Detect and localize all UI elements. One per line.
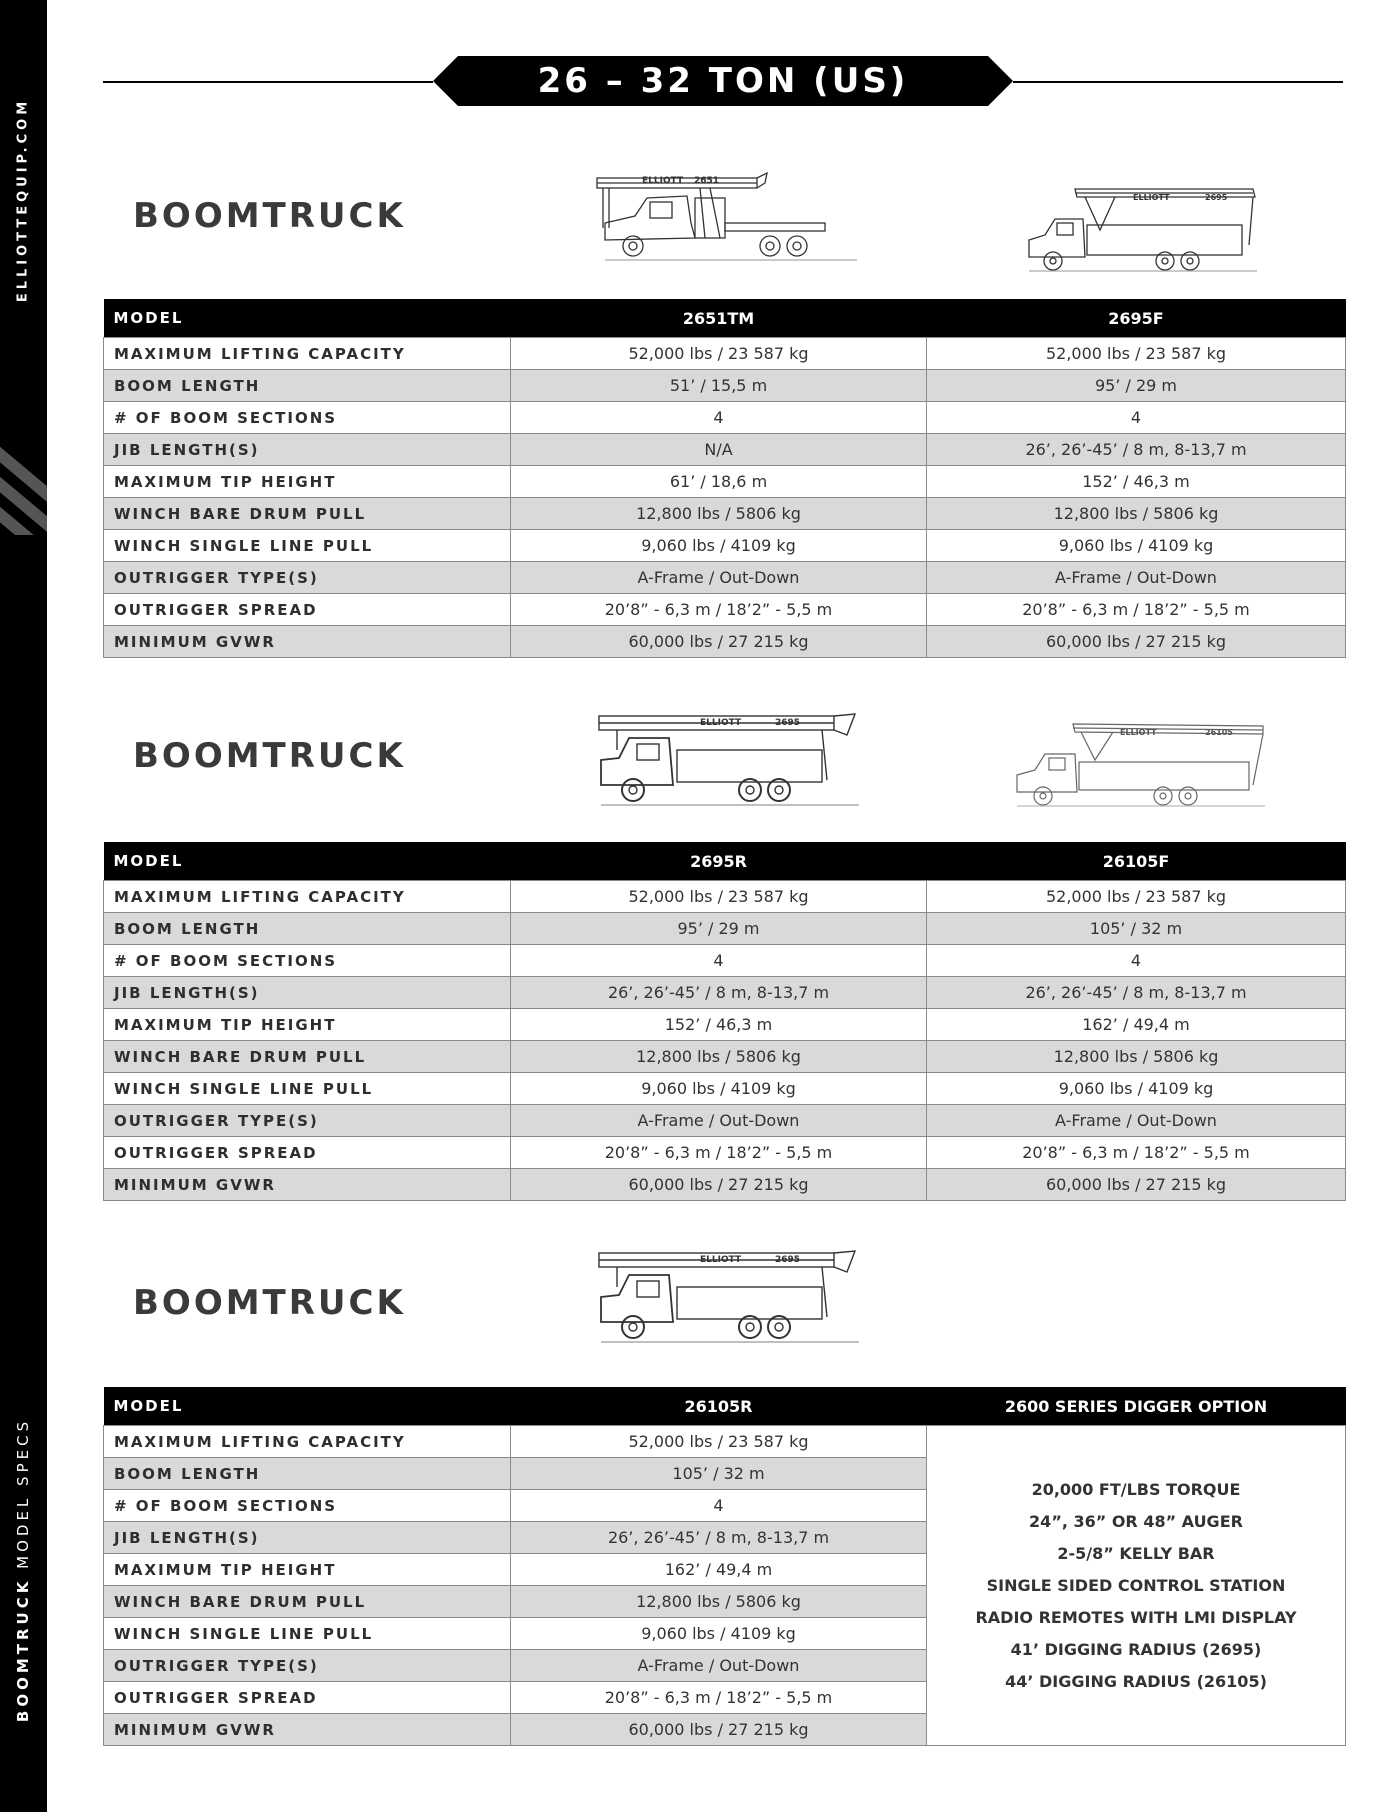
truck-2695r-brand: ELLIOTT xyxy=(700,718,742,728)
row-label: MAXIMUM LIFTING CAPACITY xyxy=(104,338,511,370)
table-row xyxy=(104,1073,1346,1105)
section-label-rest: MODEL SPECS xyxy=(14,1417,32,1569)
table-row xyxy=(104,1041,1346,1073)
spec-value: 4 xyxy=(511,945,927,977)
table-row xyxy=(104,945,1346,977)
row-label: MINIMUM GVWR xyxy=(104,1714,511,1746)
spec-value: 60,000 lbs / 27 215 kg xyxy=(927,626,1346,658)
row-label: OUTRIGGER SPREAD xyxy=(104,1682,511,1714)
row-label: WINCH SINGLE LINE PULL xyxy=(104,1618,511,1650)
spec-value: 4 xyxy=(927,945,1346,977)
spec-value: 20’8” - 6,3 m / 18’2” - 5,5 m xyxy=(511,594,927,626)
spec-value: 9,060 lbs / 4109 kg xyxy=(511,1073,927,1105)
spec-value: 12,800 lbs / 5806 kg xyxy=(927,498,1346,530)
spec-value: 26’, 26’-45’ / 8 m, 8-13,7 m xyxy=(511,977,927,1009)
spec-value: 26’, 26’-45’ / 8 m, 8-13,7 m xyxy=(927,977,1346,1009)
spec-value: A-Frame / Out-Down xyxy=(927,562,1346,594)
row-label: JIB LENGTH(S) xyxy=(104,434,511,466)
truck-2695f-brand: ELLIOTT xyxy=(1133,193,1170,202)
spec-value: 12,800 lbs / 5806 kg xyxy=(511,1586,927,1618)
truck-2651-drawing xyxy=(595,168,860,268)
digger-option-line: 2-5/8” KELLY BAR xyxy=(1057,1543,1215,1563)
digger-option-title: 2600 SERIES DIGGER OPTION xyxy=(927,1387,1346,1426)
spec-value: 26’, 26’-45’ / 8 m, 8-13,7 m xyxy=(927,434,1346,466)
spec-value: 52,000 lbs / 23 587 kg xyxy=(511,338,927,370)
row-label: BOOM LENGTH xyxy=(104,370,511,402)
truck-26105r-brand: ELLIOTT xyxy=(700,1255,742,1265)
truck-2695f-model: 2695 xyxy=(1205,193,1228,202)
table-row xyxy=(104,1105,1346,1137)
spec-value: 105’ / 32 m xyxy=(511,1458,927,1490)
spec-value: 52,000 lbs / 23 587 kg xyxy=(511,1426,927,1458)
site-url: ELLIOTTEQUIP.COM xyxy=(15,97,31,303)
spec-value: 60,000 lbs / 27 215 kg xyxy=(511,626,927,658)
row-label: OUTRIGGER TYPE(S) xyxy=(104,562,511,594)
table-row xyxy=(104,466,1346,498)
spec-value: 4 xyxy=(511,402,927,434)
digger-option-line: RADIO REMOTES WITH LMI DISPLAY xyxy=(975,1607,1297,1627)
table-row xyxy=(104,1009,1346,1041)
header-banner xyxy=(433,56,1013,106)
row-label: JIB LENGTH(S) xyxy=(104,1522,511,1554)
spec-value: 26’, 26’-45’ / 8 m, 8-13,7 m xyxy=(511,1522,927,1554)
row-label: OUTRIGGER TYPE(S) xyxy=(104,1105,511,1137)
digger-option-line: 24”, 36” OR 48” AUGER xyxy=(1029,1511,1243,1531)
sidebar-stripes xyxy=(0,405,47,535)
spec-value: 12,800 lbs / 5806 kg xyxy=(511,498,927,530)
spec-value: 60,000 lbs / 27 215 kg xyxy=(511,1714,927,1746)
digger-option-line: 44’ DIGGING RADIUS (26105) xyxy=(1005,1671,1267,1691)
section-2-title: BOOMTRUCK xyxy=(133,736,406,776)
header-rule-left xyxy=(103,81,433,83)
spec-value: 95’ / 29 m xyxy=(511,913,927,945)
row-label: MAXIMUM TIP HEIGHT xyxy=(104,1009,511,1041)
table-row xyxy=(104,434,1346,466)
spec-value: 51’ / 15,5 m xyxy=(511,370,927,402)
table-row xyxy=(104,1169,1346,1201)
spec-value: 162’ / 49,4 m xyxy=(927,1009,1346,1041)
spec-value: 9,060 lbs / 4109 kg xyxy=(511,530,927,562)
spec-value: 162’ / 49,4 m xyxy=(511,1554,927,1586)
spec-value: 12,800 lbs / 5806 kg xyxy=(511,1041,927,1073)
section-label-bold: BOOMTRUCK xyxy=(14,1577,32,1723)
row-label: MAXIMUM TIP HEIGHT xyxy=(104,1554,511,1586)
spec-value: 4 xyxy=(927,402,1346,434)
spec-value: 52,000 lbs / 23 587 kg xyxy=(511,881,927,913)
spec-value: 52,000 lbs / 23 587 kg xyxy=(927,338,1346,370)
table-row xyxy=(104,1137,1346,1169)
header-rule-right xyxy=(1013,81,1343,83)
section-label xyxy=(14,1418,32,1722)
section-1-title: BOOMTRUCK xyxy=(133,196,406,236)
row-label: WINCH BARE DRUM PULL xyxy=(104,498,511,530)
row-label: BOOM LENGTH xyxy=(104,913,511,945)
spec-value: 52,000 lbs / 23 587 kg xyxy=(927,881,1346,913)
row-label: MINIMUM GVWR xyxy=(104,626,511,658)
spec-value: 95’ / 29 m xyxy=(927,370,1346,402)
spec-value: 61’ / 18,6 m xyxy=(511,466,927,498)
truck-26105f-brand: ELLIOTT xyxy=(1120,728,1157,737)
model-header: MODEL xyxy=(104,299,511,338)
digger-option-line: 20,000 FT/LBS TORQUE xyxy=(1031,1479,1241,1499)
digger-option-line: SINGLE SIDED CONTROL STATION xyxy=(986,1575,1286,1595)
spec-value: 9,060 lbs / 4109 kg xyxy=(511,1618,927,1650)
table-row xyxy=(104,370,1346,402)
row-label: MAXIMUM TIP HEIGHT xyxy=(104,466,511,498)
row-label: # OF BOOM SECTIONS xyxy=(104,945,511,977)
spec-value: 152’ / 46,3 m xyxy=(927,466,1346,498)
sidebar xyxy=(0,0,47,1812)
spec-value: A-Frame / Out-Down xyxy=(511,1650,927,1682)
row-label: WINCH BARE DRUM PULL xyxy=(104,1041,511,1073)
model-name: 2695R xyxy=(511,842,927,881)
spec-value: A-Frame / Out-Down xyxy=(927,1105,1346,1137)
truck-26105r-model: 2695 xyxy=(775,1255,801,1265)
spec-value: 20’8” - 6,3 m / 18’2” - 5,5 m xyxy=(927,1137,1346,1169)
table-header-row xyxy=(104,1387,1346,1426)
row-label: OUTRIGGER SPREAD xyxy=(104,594,511,626)
row-label: WINCH SINGLE LINE PULL xyxy=(104,1073,511,1105)
model-name: 26105R xyxy=(511,1387,927,1426)
row-label: MAXIMUM LIFTING CAPACITY xyxy=(104,1426,511,1458)
table-row xyxy=(104,1426,1346,1458)
table-row xyxy=(104,913,1346,945)
row-label: # OF BOOM SECTIONS xyxy=(104,402,511,434)
row-label: MAXIMUM LIFTING CAPACITY xyxy=(104,881,511,913)
spec-table-1 xyxy=(103,299,1346,658)
spec-value: 4 xyxy=(511,1490,927,1522)
table-row xyxy=(104,881,1346,913)
row-label: OUTRIGGER TYPE(S) xyxy=(104,1650,511,1682)
spec-value: N/A xyxy=(511,434,927,466)
table-row xyxy=(104,562,1346,594)
row-label: WINCH SINGLE LINE PULL xyxy=(104,530,511,562)
spec-value: A-Frame / Out-Down xyxy=(511,1105,927,1137)
truck-2651-model: 2651 xyxy=(694,176,720,186)
spec-value: 20’8” - 6,3 m / 18’2” - 5,5 m xyxy=(927,594,1346,626)
spec-table-2 xyxy=(103,842,1346,1201)
digger-option-details xyxy=(927,1426,1346,1746)
table-row xyxy=(104,626,1346,658)
table-row xyxy=(104,338,1346,370)
model-name: 2695F xyxy=(927,299,1346,338)
table-row xyxy=(104,594,1346,626)
spec-value: 9,060 lbs / 4109 kg xyxy=(927,530,1346,562)
table-row xyxy=(104,977,1346,1009)
row-label: WINCH BARE DRUM PULL xyxy=(104,1586,511,1618)
model-header: MODEL xyxy=(104,1387,511,1426)
row-label: MINIMUM GVWR xyxy=(104,1169,511,1201)
table-row xyxy=(104,498,1346,530)
truck-26105f-model: 26105 xyxy=(1205,728,1233,737)
spec-value: 60,000 lbs / 27 215 kg xyxy=(511,1169,927,1201)
spec-value: 105’ / 32 m xyxy=(927,913,1346,945)
row-label: BOOM LENGTH xyxy=(104,1458,511,1490)
row-label: OUTRIGGER SPREAD xyxy=(104,1137,511,1169)
truck-2651-brand: ELLIOTT xyxy=(642,176,684,186)
spec-value: A-Frame / Out-Down xyxy=(511,562,927,594)
spec-value: 20’8” - 6,3 m / 18’2” - 5,5 m xyxy=(511,1682,927,1714)
table-row xyxy=(104,402,1346,434)
model-name: 2651TM xyxy=(511,299,927,338)
spec-value: 60,000 lbs / 27 215 kg xyxy=(927,1169,1346,1201)
model-header: MODEL xyxy=(104,842,511,881)
truck-2695r-model: 2695 xyxy=(775,718,801,728)
model-name: 26105F xyxy=(927,842,1346,881)
page-title: 26 – 32 TON (US) xyxy=(537,61,909,101)
spec-value: 9,060 lbs / 4109 kg xyxy=(927,1073,1346,1105)
spec-value: 152’ / 46,3 m xyxy=(511,1009,927,1041)
row-label: JIB LENGTH(S) xyxy=(104,977,511,1009)
row-label: # OF BOOM SECTIONS xyxy=(104,1490,511,1522)
table-row xyxy=(104,530,1346,562)
table-header-row xyxy=(104,299,1346,338)
digger-option-line: 41’ DIGGING RADIUS (2695) xyxy=(1010,1639,1262,1659)
section-3-title: BOOMTRUCK xyxy=(133,1283,406,1323)
spec-table-3 xyxy=(103,1387,1346,1746)
table-header-row xyxy=(104,842,1346,881)
spec-value: 12,800 lbs / 5806 kg xyxy=(927,1041,1346,1073)
spec-value: 20’8” - 6,3 m / 18’2” - 5,5 m xyxy=(511,1137,927,1169)
